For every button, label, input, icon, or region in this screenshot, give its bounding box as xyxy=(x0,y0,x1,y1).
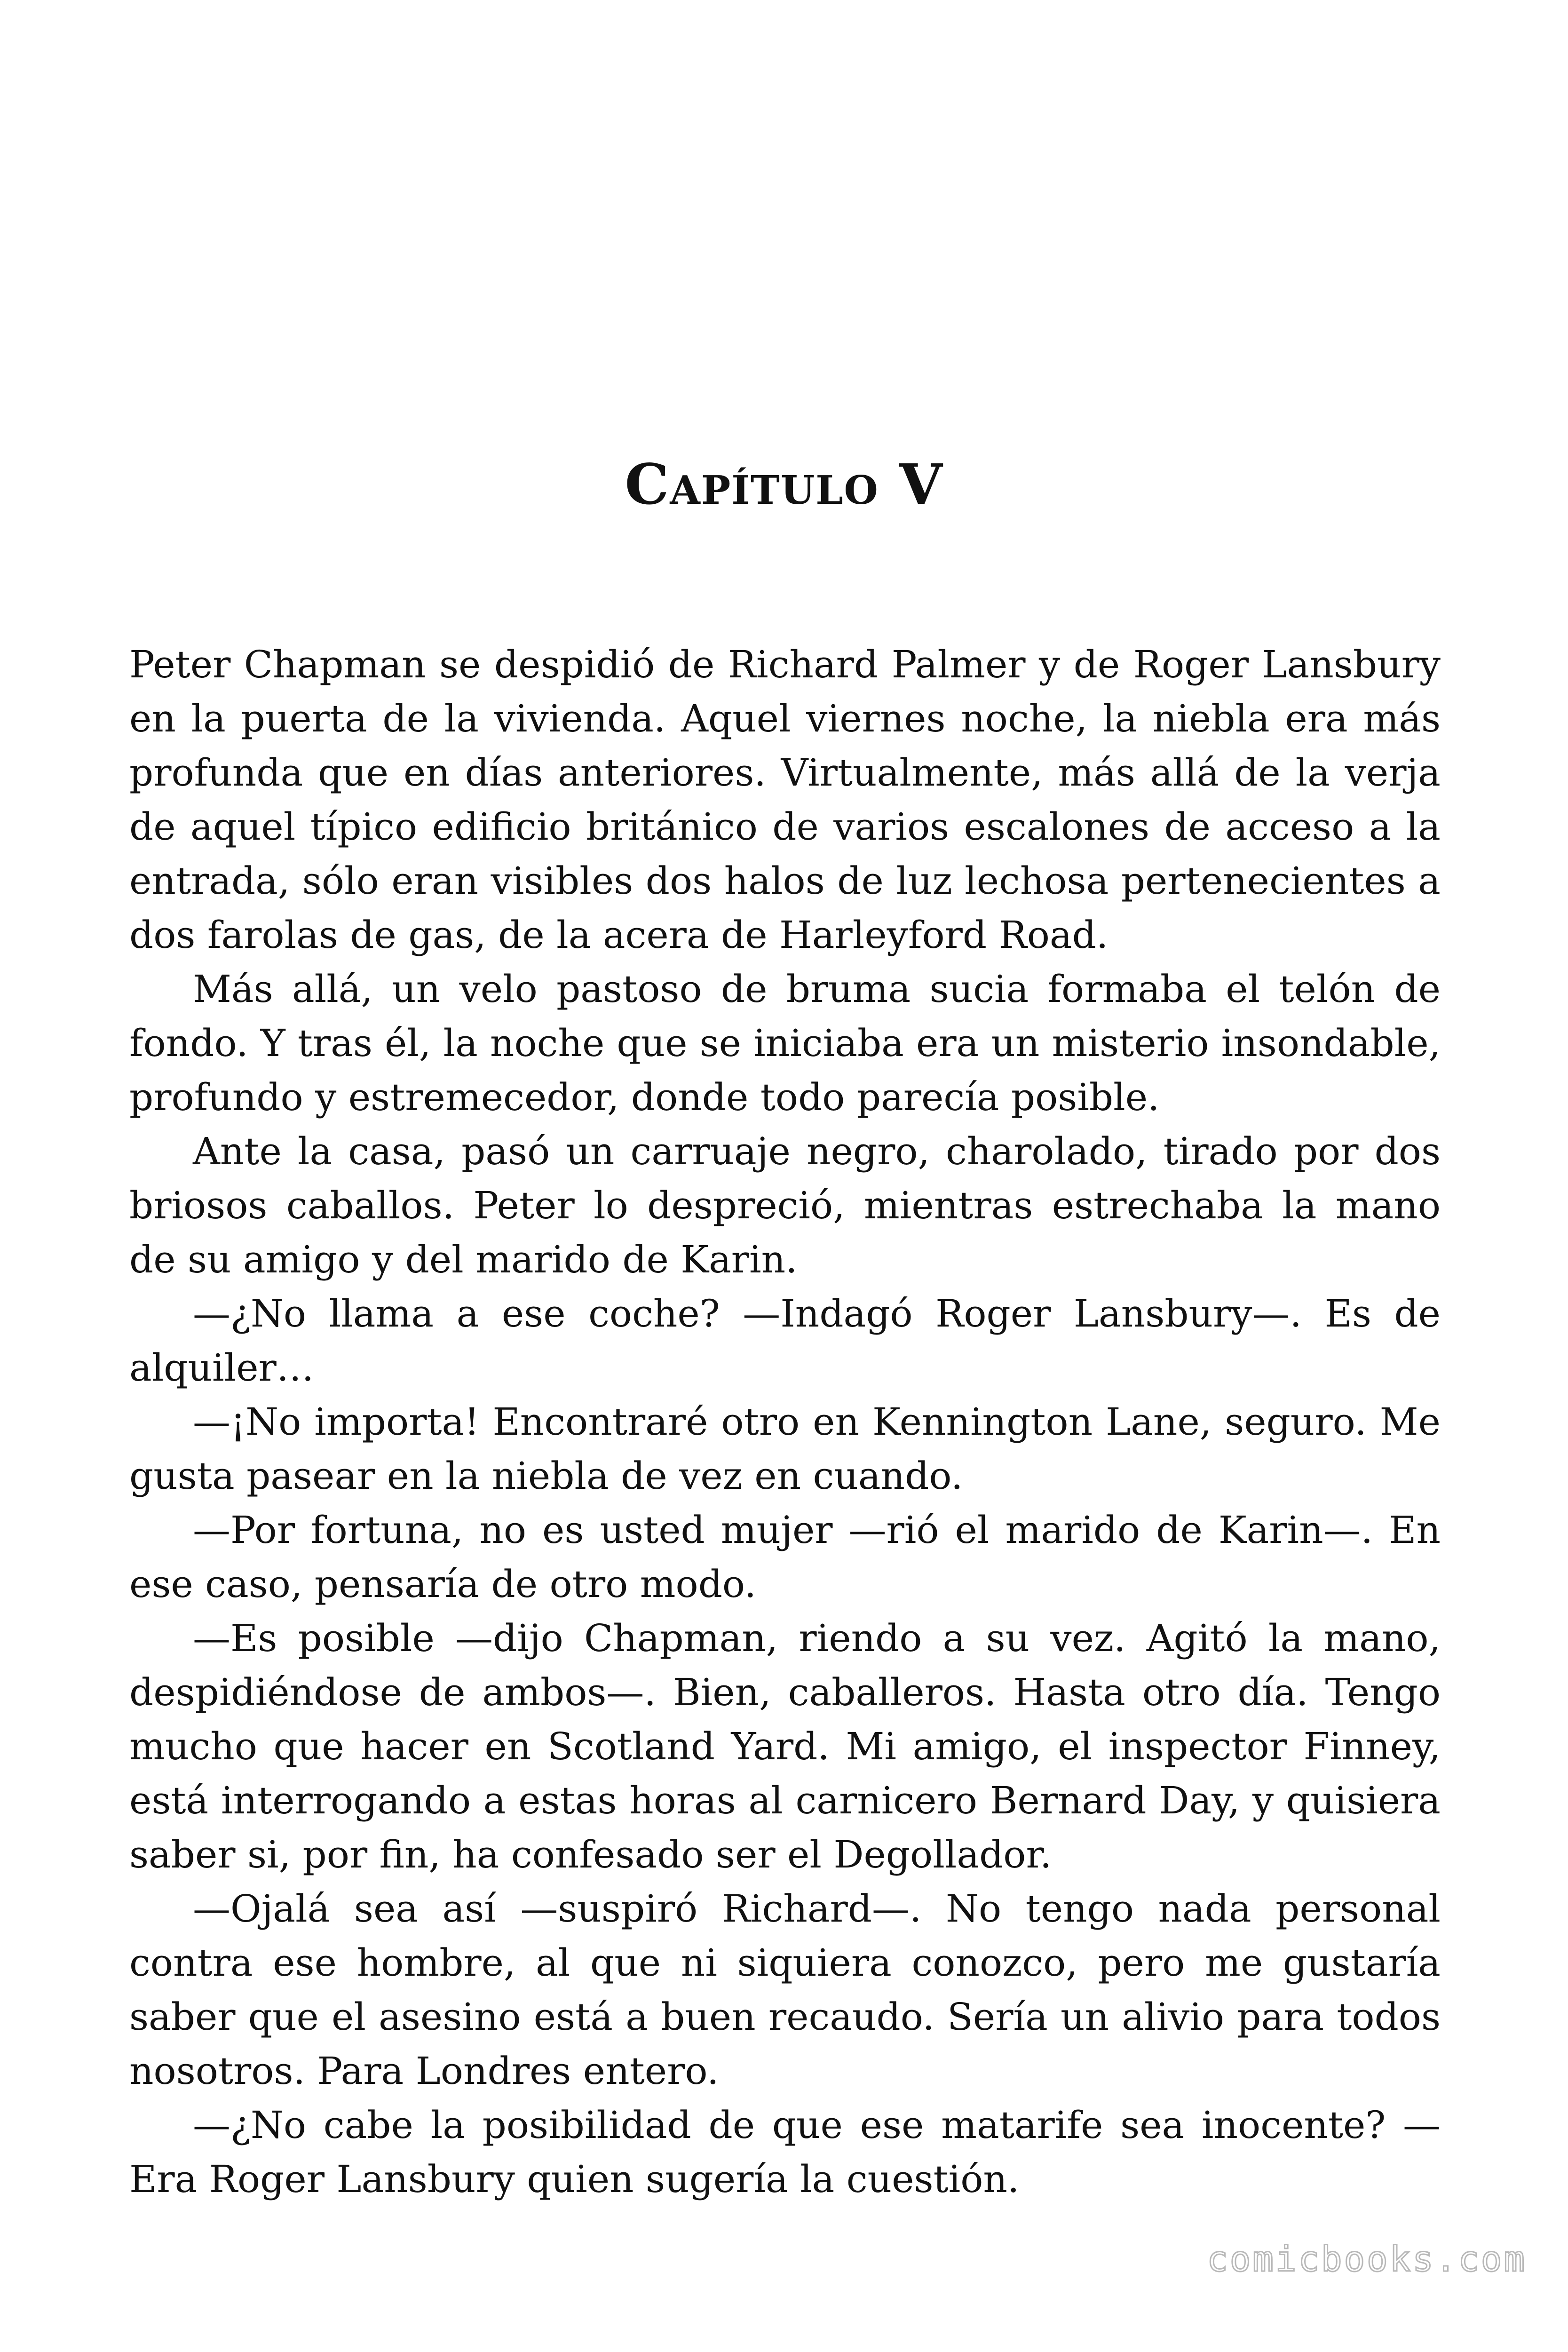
paragraph: —Por fortuna, no es usted mujer —rió el marido de Karin—. En ese caso, pensaría de otro modo. xyxy=(129,1508,1441,1606)
paragraph: —¿No cabe la posibilidad de que ese matarife sea inocente? — Era Roger Lansbury quien sugería la cuestión. xyxy=(129,2103,1441,2201)
paragraph: —Ojalá sea así —suspiró Richard—. No tengo nada personal contra ese hombre, al que ni siquiera conozco, pero me gustaría saber que el asesino está a buen recaudo. Sería un alivio para todos nosotros. Para Londres entero. xyxy=(129,1887,1441,2093)
paragraph: —Es posible —dijo Chapman, riendo a su vez. Agitó la mano, despidiéndose de ambos—. Bien, caballeros. Hasta otro día. Tengo mucho que hacer en Scotland Yard. Mi amigo, el inspector Finney, está interrogando a estas horas al carnicero Bernard Day, y quisiera saber si, por fin, ha confesado ser el Degollador. xyxy=(129,1616,1441,1876)
paragraph: —¿No llama a ese coche? —Indagó Roger Lansbury—. Es de alquiler… xyxy=(129,1292,1441,1390)
paragraph: Peter Chapman se despidió de Richard Palmer y de Roger Lansbury en la puerta de la vivienda. Aquel viernes noche, la niebla era más profunda que en días anteriores. Virtualmente, más allá de la verja de aquel típico edificio británico de varios escalones de acceso a la entrada, sólo eran visibles dos halos de luz lechosa pertenecientes a dos farolas de gas, de la acera de Harleyford Road. xyxy=(129,643,1441,957)
paragraph: Ante la casa, pasó un carruaje negro, charolado, tirado por dos briosos caballos. Peter lo despreció, mientras estrechaba la mano de su amigo y del marido de Karin. xyxy=(129,1129,1441,1281)
paragraph: Más allá, un velo pastoso de bruma sucia formaba el telón de fondo. Y tras él, la noche que se iniciaba era un misterio insondable, profundo y estremecedor, donde todo parecía posible. xyxy=(129,967,1441,1119)
paragraph: —¡No importa! Encontraré otro en Kennington Lane, seguro. Me gusta pasear en la niebla de vez en cuando. xyxy=(129,1400,1441,1498)
watermark: comicbooks.com xyxy=(1207,2239,1527,2280)
chapter-text xyxy=(129,637,1441,2206)
chapter-title: Capítulo V xyxy=(625,452,943,517)
